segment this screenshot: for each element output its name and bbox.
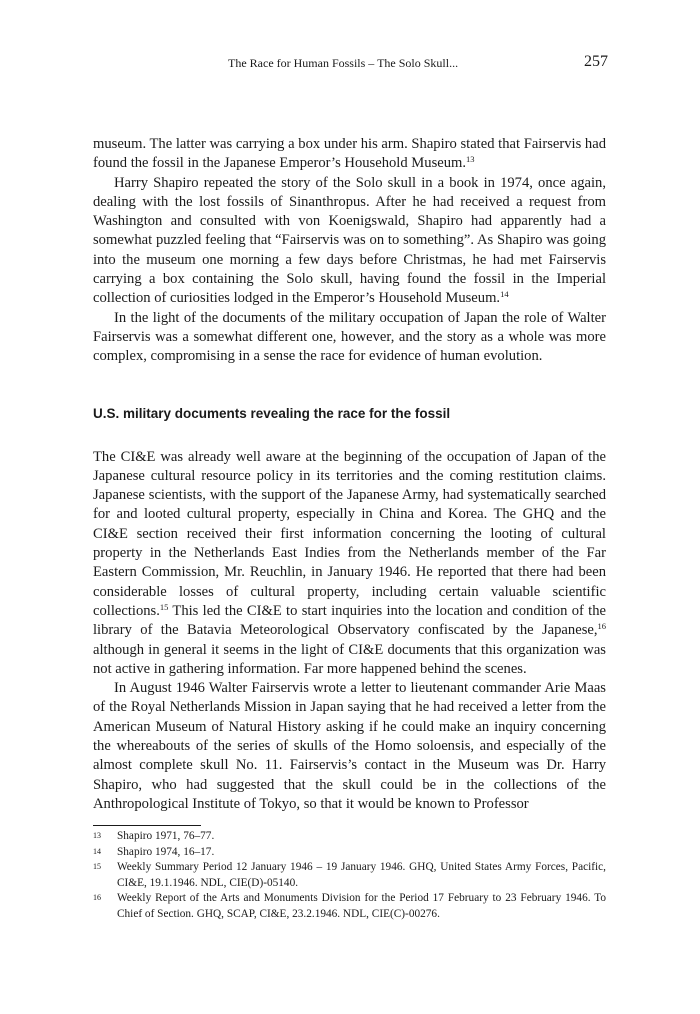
footnote-text: Shapiro 1974, 16–17. bbox=[117, 845, 215, 858]
running-title: The Race for Human Fossils – The Solo Skull... bbox=[228, 56, 459, 70]
paragraph bbox=[93, 679, 606, 814]
footnotes bbox=[93, 829, 606, 923]
main-text bbox=[93, 135, 606, 814]
footnote-number: 16 bbox=[93, 893, 101, 903]
footnote-text: Shapiro 1971, 76–77. bbox=[117, 830, 215, 842]
paragraph-text: Harry Shapiro repeated the story of the Solo skull in a book in 1974, once again, dealing with the lost fossils of Sinanthropus. After he had received a request from Washington and consulted with von Koenigswald, Shapiro had apparently had a somewhat puzzled feeling that “Fairservis was on to something”. As Shapiro was going into the museum one morning a few days before Christmas, he had met Fairservis carrying a box containing the Solo skull, having found the fossil in the Imperial collection of curiosities lodged in the Emperor’s Household Museum. bbox=[93, 174, 606, 307]
paragraph-text: In the light of the documents of the military occupation of Japan the role of Walter Fairservis was a somewhat different one, however, and the story as a whole was more complex, compromising in a sense the race for evidence of human evolution. bbox=[93, 309, 606, 365]
footnote-text: Weekly Summary Period 12 January 1946 – 19 January 1946. GHQ, United States Army Forces, Pacific, CI&E, 19.1.1946. NDL, CIE(D)-05140. bbox=[117, 861, 606, 889]
paragraph-text: This led the CI&E to start inquiries into the location and condition of the library of the Batavia Meteorological Observatory confiscated by the Japanese, bbox=[93, 602, 606, 639]
paragraph bbox=[93, 174, 606, 309]
footnote bbox=[93, 845, 606, 861]
paragraph-text: although in general it seems in the light of CI&E documents that this organization was not active in gathering information. Far more happened behind the scenes. bbox=[93, 641, 606, 677]
footnote-number: 13 bbox=[93, 831, 101, 840]
footnote-separator bbox=[93, 825, 201, 826]
footnote-ref: 14 bbox=[500, 289, 509, 300]
section-heading: U.S. military documents revealing the race for the fossil bbox=[93, 405, 451, 421]
paragraph-text: In August 1946 Walter Fairservis wrote a letter to lieutenant commander Arie Maas of the Royal Netherlands Mission in Japan saying that he had received a letter from the American Museum of Natural History asking if he could make an inquiry concerning the whereabouts of the series of skulls of the Homo soloensis, and especially of the almost complete skull No. 11. Fairservis’s contact in the Museum was Dr. Harry Shapiro, who had suggested that the skull could be in the collections of the Anthropological Institute of Tokyo, so that it would be known to Professor bbox=[93, 680, 606, 812]
footnote-ref: 13 bbox=[466, 154, 475, 165]
footnote bbox=[93, 860, 606, 891]
paragraph bbox=[93, 135, 606, 174]
footnote-text: Weekly Report of the Arts and Monuments Division for the Period 17 February to 23 February 1946. To Chief of Section. GHQ, SCAP, CI&E, 23.2.1946. NDL, CIE(C)-00276. bbox=[117, 892, 606, 920]
running-head bbox=[0, 53, 700, 75]
page-number: 257 bbox=[584, 53, 608, 70]
footnote-ref: 15 bbox=[159, 601, 169, 612]
paragraph-text: museum. The latter was carrying a box under his arm. Shapiro stated that Fairservis had found the fossil in the Japanese Emperor’s Household Museum. bbox=[93, 136, 606, 172]
footnote-number: 14 bbox=[93, 846, 101, 856]
paragraph bbox=[93, 448, 606, 680]
footnote-number: 15 bbox=[93, 862, 101, 872]
footnote bbox=[93, 829, 606, 845]
paragraph bbox=[93, 309, 606, 367]
footnote bbox=[93, 891, 606, 922]
paragraph-text: The CI&E was already well aware at the beginning of the occupation of Japan of the Japanese cultural resource policy in its territories and the coming restitution claims. Japanese scientists, with the support of the Japanese Army, had systematically searched for and looted cultural property, especially in China and Korea. The GHQ and the CI&E section received their first information concerning the looting of cultural property in the Netherlands East Indies from the Netherlands member of the Far Eastern Commission, Mr. Reuchlin, in January 1946. He reported that there had been considerable losses of cultural property, including certain valuable scientific collections. bbox=[93, 448, 606, 619]
footnote-ref: 16 bbox=[597, 621, 606, 632]
